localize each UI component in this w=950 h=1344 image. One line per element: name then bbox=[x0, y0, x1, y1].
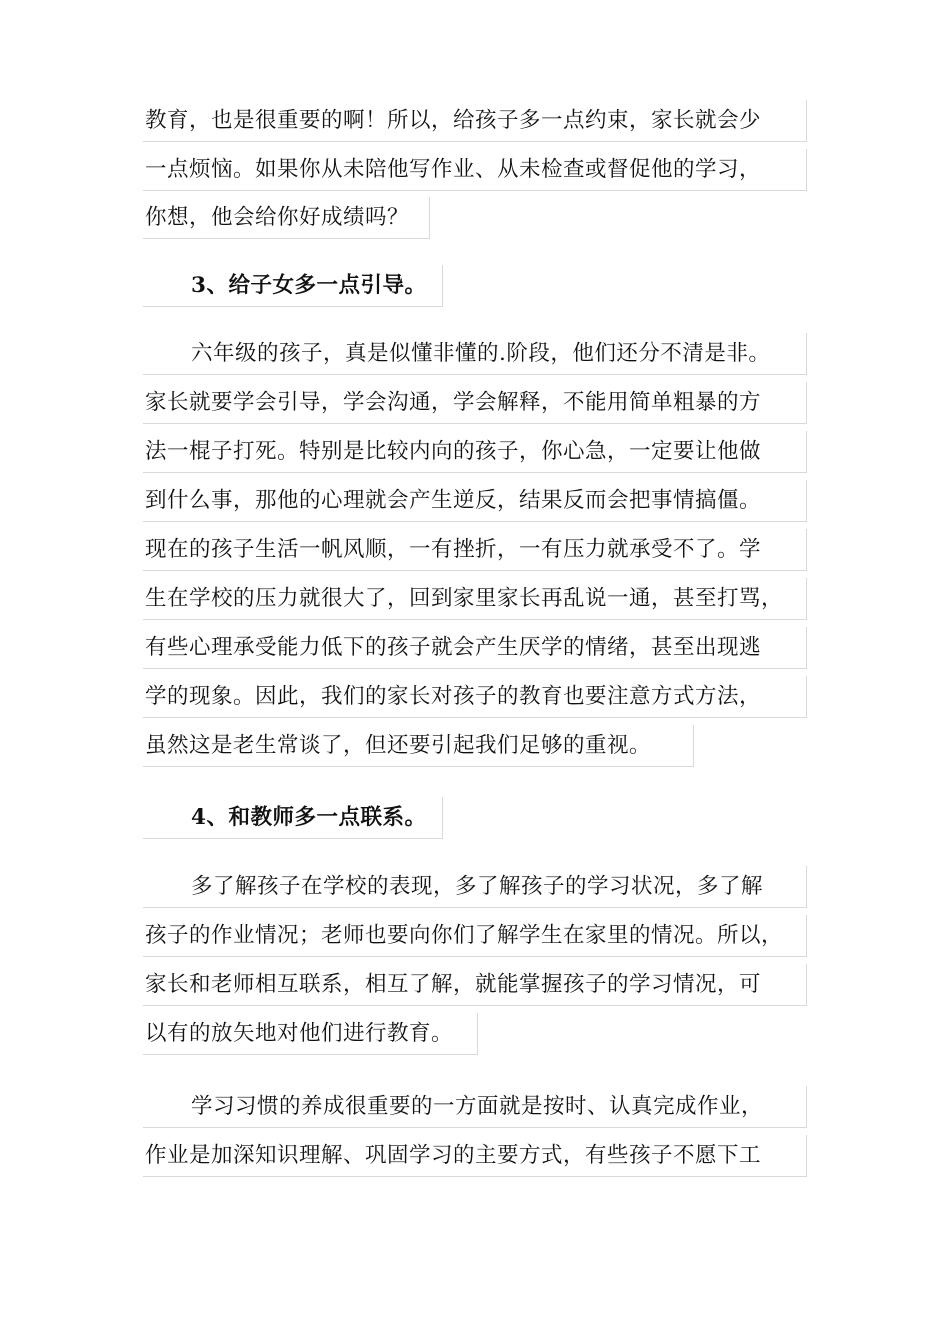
paragraph-line: 教育，也是很重要的啊！所以，给孩子多一点约束，家长就会少 bbox=[143, 100, 807, 142]
paragraph-line: 到什么事，那他的心理就会产生逆反，结果反而会把事情搞僵。 bbox=[143, 480, 807, 522]
paragraph-line: 虽然这是老生常谈了，但还要引起我们足够的重视。 bbox=[143, 725, 694, 767]
section-heading: 3、给子女多一点引导。 bbox=[143, 265, 443, 307]
paragraph-line: 一点烦恼。如果你从未陪他写作业、从未检查或督促他的学习， bbox=[143, 149, 807, 191]
paragraph-line: 孩子的作业情况；老师也要向你们了解学生在家里的情况。所以， bbox=[143, 915, 807, 957]
paragraph-line: 现在的孩子生活一帆风顺，一有挫折，一有压力就承受不了。学 bbox=[143, 529, 807, 571]
paragraph-line: 学的现象。因此，我们的家长对孩子的教育也要注意方式方法， bbox=[143, 676, 807, 718]
paragraph-line: 生在学校的压力就很大了，回到家里家长再乱说一通，甚至打骂， bbox=[143, 578, 807, 620]
paragraph-line: 学习习惯的养成很重要的一方面就是按时、认真完成作业， bbox=[143, 1086, 807, 1128]
paragraph-line: 以有的放矢地对他们进行教育。 bbox=[143, 1013, 478, 1055]
paragraph-line: 多了解孩子在学校的表现，多了解孩子的学习状况，多了解 bbox=[143, 866, 807, 908]
paragraph-line: 法一棍子打死。特别是比较内向的孩子，你心急，一定要让他做 bbox=[143, 431, 807, 473]
paragraph-line: 作业是加深知识理解、巩固学习的主要方式，有些孩子不愿下工 bbox=[143, 1135, 807, 1177]
section-heading: 4、和教师多一点联系。 bbox=[143, 797, 443, 839]
paragraph-line: 家长就要学会引导，学会沟通，学会解释，不能用简单粗暴的方 bbox=[143, 382, 807, 424]
paragraph-line: 有些心理承受能力低下的孩子就会产生厌学的情绪，甚至出现逃 bbox=[143, 627, 807, 669]
paragraph-line: 你想，他会给你好成绩吗？ bbox=[143, 197, 430, 239]
paragraph-line: 家长和老师相互联系，相互了解，就能掌握孩子的学习情况，可 bbox=[143, 964, 807, 1006]
paragraph-line: 六年级的孩子，真是似懂非懂的.阶段，他们还分不清是非。 bbox=[143, 333, 807, 375]
